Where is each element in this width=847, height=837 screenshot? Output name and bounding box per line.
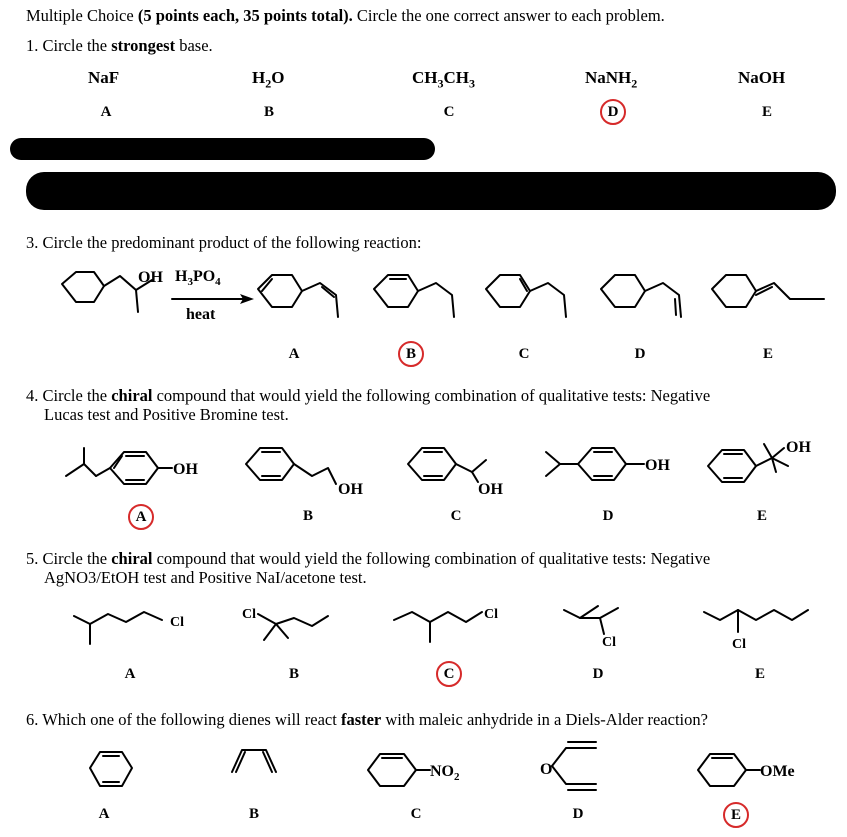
q6-diene-c-group: $NO_2$ [430, 763, 460, 783]
question-1-text [26, 36, 213, 55]
q5-text-bold: chiral [111, 549, 153, 568]
q4-letter-b[interactable]: B [302, 508, 313, 524]
q4-text-bold: chiral [111, 386, 153, 405]
redaction-bar-1 [10, 138, 435, 160]
q3-condition: heat [186, 306, 216, 323]
q3-product-a-structure [252, 265, 362, 340]
q3-reactant-structure [56, 262, 176, 332]
q1-text-post: base. [175, 36, 213, 55]
q6-diene-d-o: O [540, 761, 553, 778]
q5-letter-e[interactable]: E [754, 666, 765, 682]
q3-product-c-structure [480, 265, 590, 340]
q3-letter-b: B [405, 345, 416, 362]
q4-letter-e[interactable]: E [756, 508, 767, 524]
header-instruction: Circle the one correct answer to each problem. [356, 6, 665, 25]
q3-letter-e[interactable]: E [762, 346, 773, 362]
q3-product-b-structure [368, 265, 478, 340]
q5-answer-circle[interactable] [436, 661, 462, 687]
q1-letter-b[interactable]: B [263, 104, 274, 120]
q5-compound-a-structure [70, 600, 210, 650]
q6-text-pre: 6. Which one of the following dienes will react [26, 710, 341, 729]
q4-compound-b-structure [238, 438, 398, 498]
q4-letter-d[interactable]: D [602, 508, 614, 524]
question-4-text-line2: Lucas test and Positive Bromine test. [44, 405, 289, 424]
q1-text-pre: 1. Circle the [26, 36, 112, 55]
q5-compound-d-cl: Cl [602, 635, 616, 650]
q6-diene-e-structure [690, 740, 840, 800]
q4-compound-e-oh: OH [786, 439, 811, 456]
q5-text-post: compound that would yield the following combination of qualitative tests: Negative [152, 549, 711, 568]
question-5-text-line2: AgNO3/EtOH test and Positive NaI/acetone test. [44, 568, 367, 587]
q5-compound-c-structure [390, 600, 530, 650]
q1-letter-a[interactable]: A [100, 104, 112, 120]
q5-letter-a[interactable]: A [124, 666, 136, 682]
q3-product-d-structure [595, 265, 705, 340]
q3-letter-d[interactable]: D [634, 346, 646, 362]
q5-compound-b-structure [240, 600, 350, 650]
q6-letter-b[interactable]: B [248, 806, 259, 822]
q4-compound-c-oh: OH [478, 481, 503, 498]
q3-reagent: $H_3PO_4$ [175, 268, 221, 289]
q4-letter-a: A [135, 508, 147, 525]
q5-compound-d-structure [560, 600, 680, 650]
q3-product-e-structure [706, 265, 836, 340]
q5-compound-e-cl: Cl [732, 637, 746, 652]
q3-letter-c[interactable]: C [518, 346, 530, 362]
q6-letter-a[interactable]: A [98, 806, 110, 822]
question-4-text [26, 386, 710, 405]
q3-letter-a[interactable]: A [288, 346, 300, 362]
q5-letter-b[interactable]: B [288, 666, 299, 682]
q4-compound-d-structure [540, 438, 710, 498]
q1-choice-e-formula: NaOH [738, 68, 786, 87]
q6-diene-d-structure [538, 736, 618, 796]
q6-letter-e: E [730, 806, 741, 823]
q4-compound-a-structure [60, 438, 230, 498]
q1-text-bold: strongest [111, 36, 176, 55]
q4-answer-circle[interactable] [128, 504, 154, 530]
q4-compound-e-structure [700, 438, 830, 498]
q4-compound-d-oh: OH [645, 457, 670, 474]
q6-answer-circle[interactable] [723, 802, 749, 828]
q6-letter-c[interactable]: C [410, 806, 422, 822]
q4-letter-c[interactable]: C [450, 508, 462, 524]
q1-choice-a-formula: NaF [88, 68, 120, 87]
redaction-bar-2 [26, 172, 836, 210]
q5-letter-d[interactable]: D [592, 666, 604, 682]
question-6-text [26, 710, 708, 729]
q1-choice-c-formula: $CH_3CH_3$ [412, 68, 475, 91]
q3-reactant-oh: OH [138, 269, 163, 286]
q6-letter-d[interactable]: D [572, 806, 584, 822]
header-line [26, 6, 665, 25]
q1-choice-b-formula: $H_2O$ [252, 68, 285, 91]
q1-letter-d: D [607, 103, 619, 120]
q3-answer-circle[interactable] [398, 341, 424, 367]
q5-letter-c: C [443, 665, 455, 682]
q3-reaction-arrow [170, 292, 256, 306]
header-prefix: Multiple Choice [26, 6, 134, 25]
header-points: (5 points each, 35 points total). [137, 6, 353, 25]
q1-letter-e[interactable]: E [761, 104, 772, 120]
q6-text-post: with maleic anhydride in a Diels-Alder reaction? [381, 710, 708, 729]
q5-text-pre: 5. Circle the [26, 549, 112, 568]
q4-compound-c-structure [400, 438, 530, 498]
q1-choice-d-formula: NaNH$_2$ [585, 68, 638, 91]
q6-text-bold: faster [340, 710, 382, 729]
q6-diene-b-structure [226, 740, 286, 780]
q4-text-post: compound that would yield the following combination of qualitative tests: Negative [152, 386, 711, 405]
q1-answer-circle[interactable] [600, 99, 626, 125]
q6-diene-e-group: OMe [760, 763, 795, 780]
q5-compound-e-structure [700, 600, 820, 650]
q4-compound-a-oh: OH [173, 461, 198, 478]
q5-compound-c-cl: Cl [484, 607, 498, 622]
q6-diene-c-structure [360, 740, 490, 800]
q4-text-pre: 4. Circle the [26, 386, 112, 405]
q1-letter-c[interactable]: C [443, 104, 455, 120]
question-5-text [26, 549, 710, 568]
q5-compound-b-cl: Cl [242, 607, 256, 622]
q5-compound-a-cl: Cl [170, 615, 184, 630]
q4-compound-b-oh: OH [338, 481, 363, 498]
q6-diene-a-structure [82, 740, 142, 800]
question-3-text: 3. Circle the predominant product of the following reaction: [26, 233, 422, 252]
